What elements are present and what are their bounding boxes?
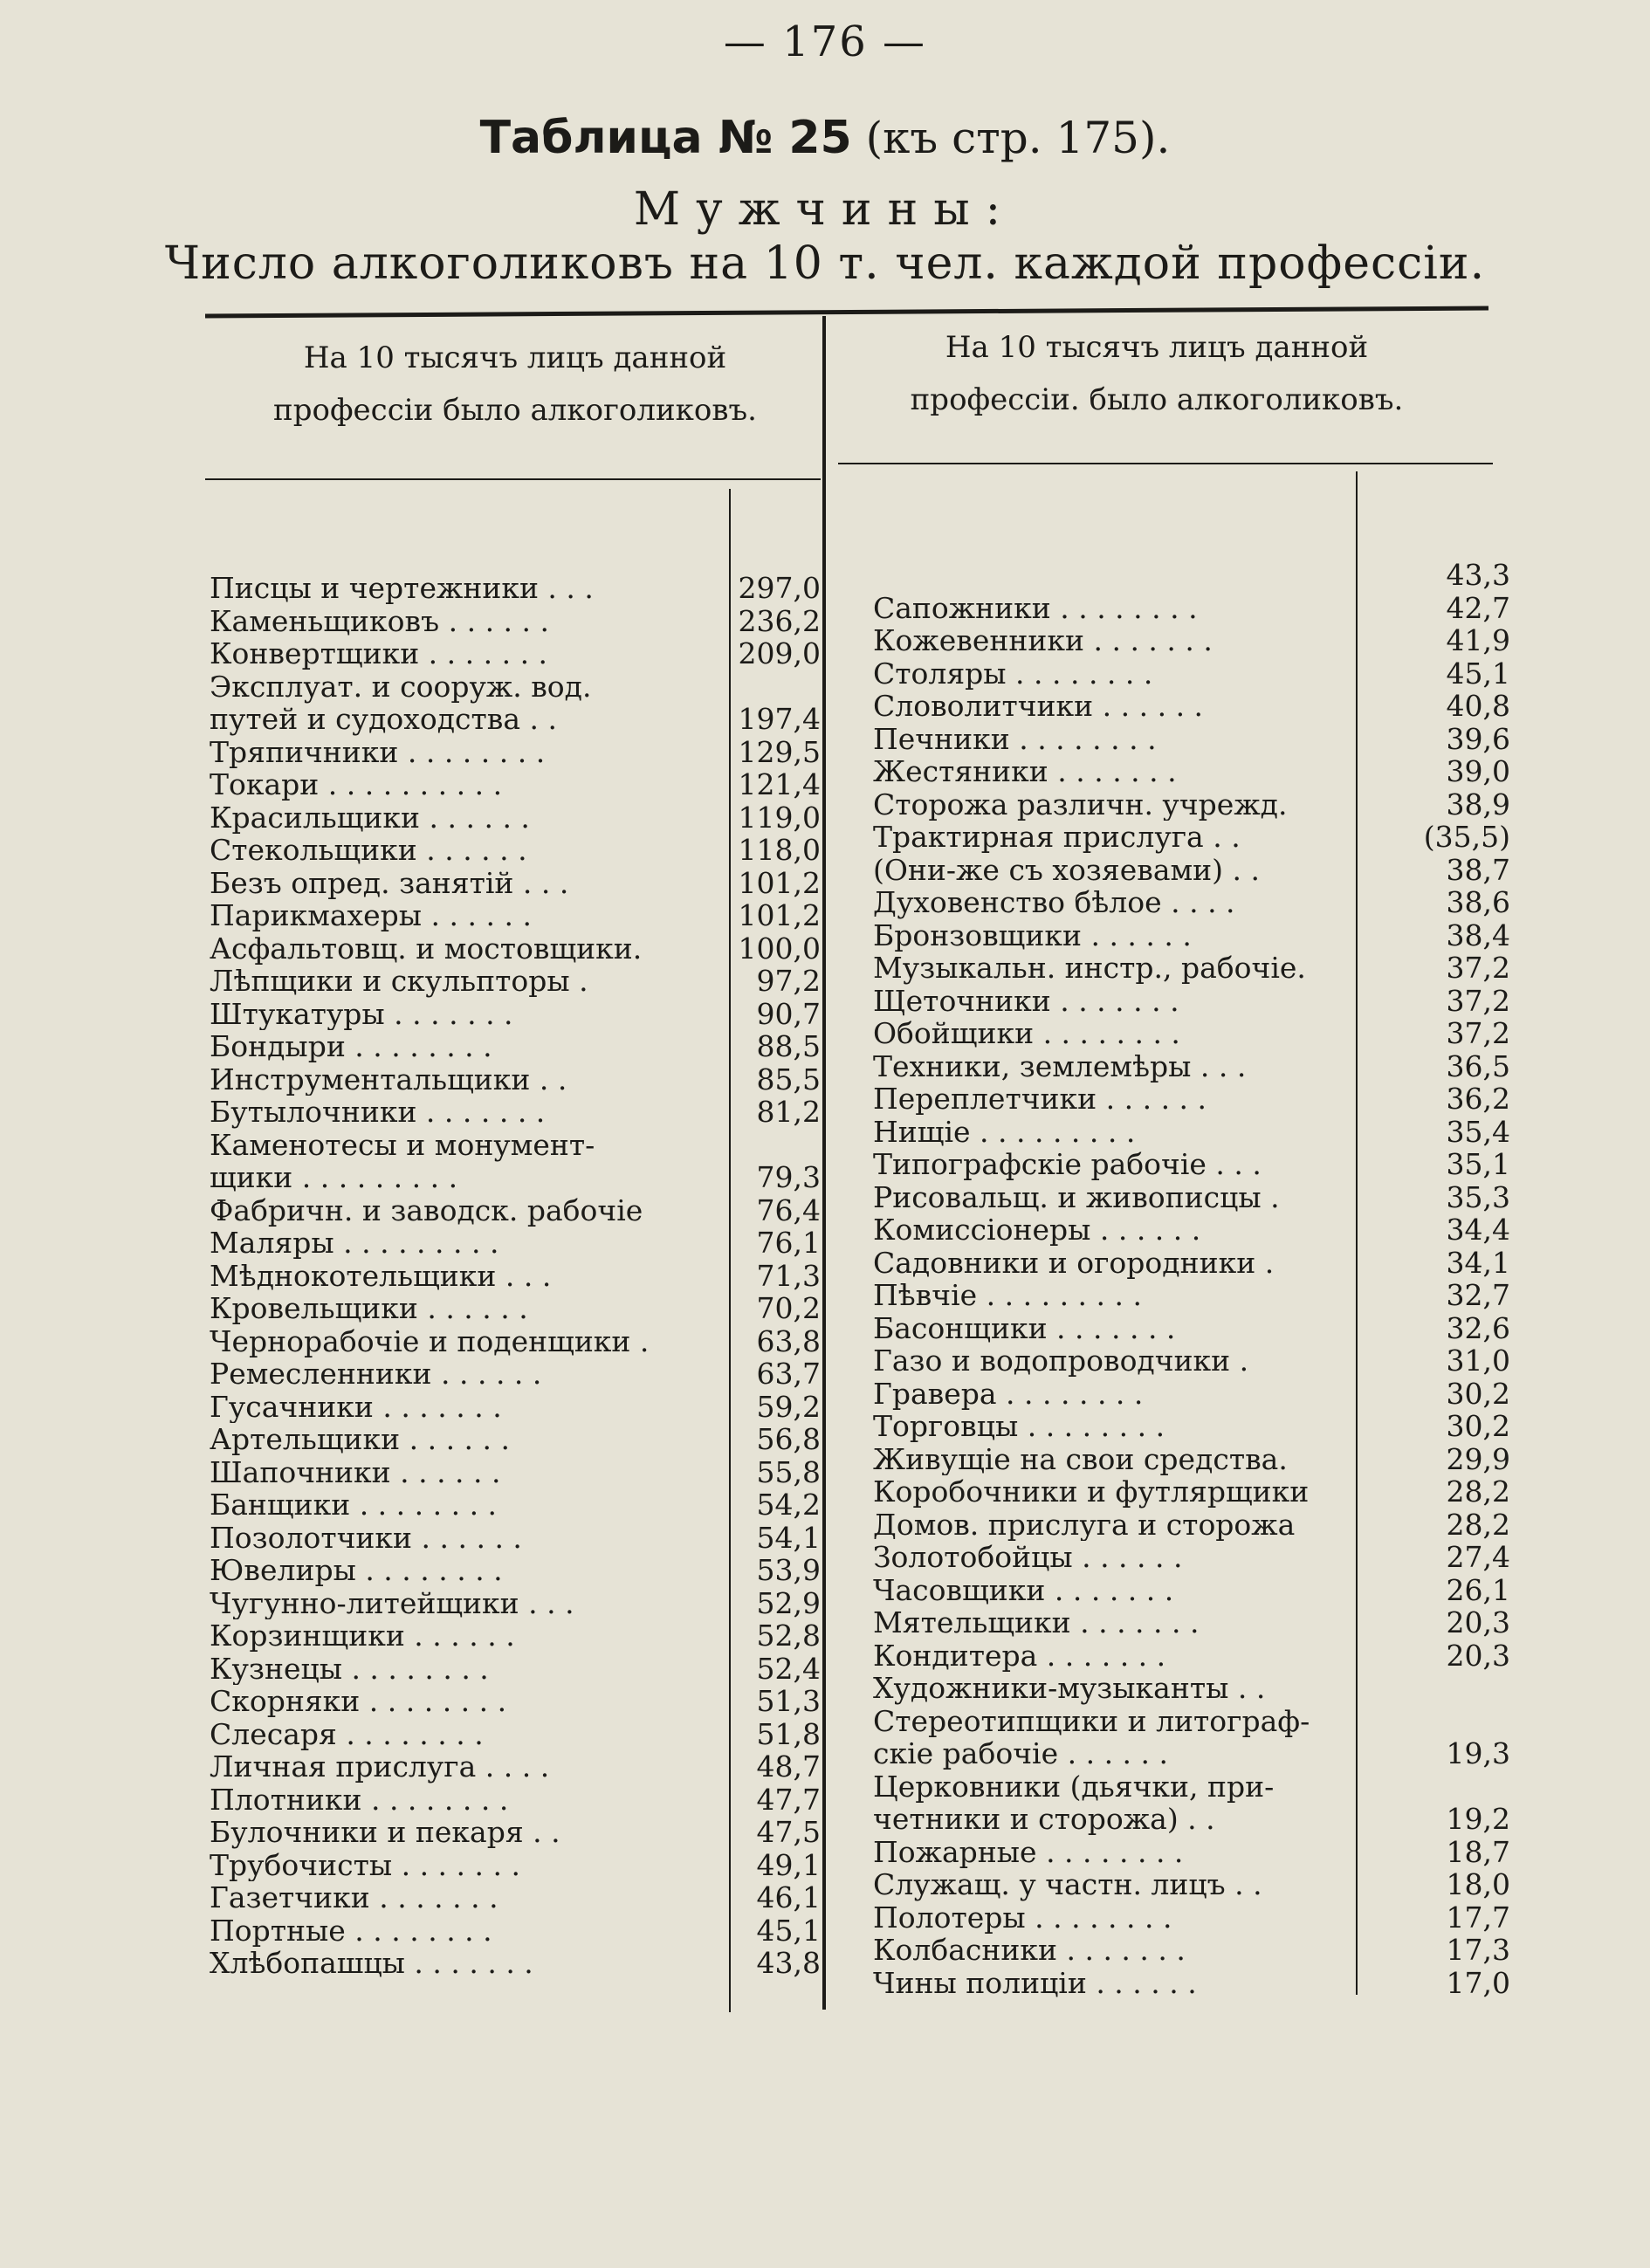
alcoholics-per-10000: 53,9	[756, 1553, 821, 1587]
table-row	[210, 1129, 821, 1194]
alcoholics-per-10000: 31,0	[1446, 1344, 1510, 1378]
alcoholics-per-10000: 17,7	[1446, 1900, 1510, 1935]
title-rule	[205, 306, 1488, 319]
alcoholics-per-10000: 52,4	[756, 1651, 821, 1686]
table-row	[210, 1391, 821, 1424]
alcoholics-per-10000: 76,1	[756, 1226, 821, 1260]
left-table-rows	[210, 572, 821, 1980]
alcoholics-per-10000: 40,8	[1446, 689, 1510, 723]
profession-name: Сторожа различн. учрежд.	[873, 787, 1288, 821]
profession-name: Каменотесы и монумент- щики . . . . . . . . .	[210, 1128, 595, 1194]
profession-name: Портные . . . . . . . .	[210, 1914, 492, 1947]
alcoholics-per-10000: 51,8	[756, 1716, 821, 1751]
profession-name: Позолотчики . . . . . .	[210, 1521, 522, 1554]
profession-name: Мятельщики . . . . . . .	[873, 1606, 1200, 1639]
alcoholics-per-10000: 100,0	[738, 931, 821, 966]
table-subtitle: Мужчины:	[633, 183, 1017, 236]
profession-name: Церковники (дьячки, при- четники и сторожа) . .	[873, 1770, 1275, 1836]
profession-name: Плотники . . . . . . . .	[210, 1783, 509, 1816]
alcoholics-per-10000: 45,1	[1446, 656, 1510, 691]
profession-name: Художники-музыканты . .	[873, 1672, 1266, 1705]
profession-name: Басонщики . . . . . . .	[873, 1311, 1176, 1344]
profession-name: Служащ. у частн. лицъ . .	[873, 1868, 1262, 1901]
table-row	[210, 1522, 821, 1555]
table-row	[210, 670, 821, 736]
alcoholics-per-10000: 30,2	[1446, 1409, 1510, 1443]
profession-name: Чернорабочіе и поденщики .	[210, 1324, 650, 1357]
alcoholics-per-10000: 36,5	[1446, 1048, 1510, 1083]
alcoholics-per-10000: 209,0	[738, 636, 821, 670]
table-row	[873, 919, 1519, 952]
profession-name: Токари . . . . . . . . . .	[210, 768, 503, 801]
right-column-header	[856, 321, 1458, 426]
alcoholics-per-10000: 101,2	[738, 898, 821, 932]
alcoholics-per-10000: 54,2	[756, 1488, 821, 1522]
profession-name: Чины полиціи . . . . . .	[873, 1966, 1197, 1999]
table-row	[210, 1718, 821, 1751]
table-row	[210, 1619, 821, 1653]
profession-name: Тряпичники . . . . . . . .	[210, 735, 546, 768]
alcoholics-per-10000: 97,2	[756, 964, 821, 998]
alcoholics-per-10000: 28,2	[1446, 1474, 1510, 1509]
profession-name: Трубочисты . . . . . . .	[210, 1848, 520, 1881]
table-row	[873, 821, 1519, 854]
profession-name: Полотеры . . . . . . . .	[873, 1900, 1172, 1934]
table-row	[873, 1279, 1519, 1312]
table-row	[873, 1082, 1519, 1116]
table-row	[210, 1227, 821, 1260]
table-row	[210, 932, 821, 966]
profession-name: Ремесленники . . . . . .	[210, 1357, 542, 1391]
table-row	[210, 1292, 821, 1325]
alcoholics-per-10000: 52,8	[756, 1619, 821, 1653]
alcoholics-per-10000: 81,2	[756, 1095, 821, 1129]
table-row	[873, 1672, 1519, 1705]
table-row	[873, 1312, 1519, 1345]
alcoholics-per-10000: 30,2	[1446, 1376, 1510, 1411]
table-row	[873, 952, 1519, 985]
right-column-header-text: На 10 тысячъ лицъ данной профессіи. было алкоголиковъ.	[910, 330, 1404, 417]
table-row	[210, 965, 821, 998]
profession-name: Фабричн. и заводск. рабочіе	[210, 1193, 643, 1227]
column-divider	[822, 316, 826, 2010]
table-row	[873, 1213, 1519, 1247]
alcoholics-per-10000: 38,4	[1446, 918, 1510, 952]
alcoholics-per-10000: 90,7	[756, 996, 821, 1031]
table-row	[873, 1770, 1519, 1836]
table-row	[873, 723, 1519, 756]
alcoholics-per-10000: 56,8	[756, 1422, 821, 1456]
alcoholics-per-10000: 37,2	[1446, 951, 1510, 985]
profession-name: Комиссіонеры . . . . . .	[873, 1213, 1201, 1247]
alcoholics-per-10000: 79,3	[756, 1160, 821, 1194]
table-row	[873, 1868, 1519, 1901]
profession-name: Лѣпщики и скульпторы .	[210, 965, 588, 998]
table-row	[873, 1934, 1519, 1967]
table-row	[210, 1063, 821, 1096]
table-row	[873, 1574, 1519, 1607]
alcoholics-per-10000: 39,6	[1446, 721, 1510, 756]
table-row	[210, 1685, 821, 1718]
alcoholics-per-10000: 43,3	[1446, 558, 1510, 592]
profession-name: Кожевенники . . . . . . .	[873, 624, 1213, 657]
alcoholics-per-10000: 37,2	[1446, 983, 1510, 1018]
alcoholics-per-10000: 63,7	[756, 1357, 821, 1391]
alcoholics-per-10000: 20,3	[1446, 1605, 1510, 1639]
table-row	[873, 1116, 1519, 1149]
profession-name: Музыкальн. инстр., рабочіе.	[873, 952, 1306, 985]
table-row	[210, 572, 821, 605]
alcoholics-per-10000: 27,4	[1446, 1540, 1510, 1574]
profession-name: Кузнецы . . . . . . . .	[210, 1652, 489, 1685]
alcoholics-per-10000: 19,3	[1446, 1736, 1510, 1770]
alcoholics-per-10000: 18,0	[1446, 1867, 1510, 1901]
alcoholics-per-10000: 59,2	[756, 1389, 821, 1424]
profession-name: Печники . . . . . . . .	[873, 722, 1157, 755]
profession-name: Бондыри . . . . . . . .	[210, 1030, 492, 1063]
alcoholics-per-10000: 37,2	[1446, 1016, 1510, 1050]
alcoholics-per-10000: 35,1	[1446, 1147, 1510, 1181]
table-row	[873, 1606, 1519, 1639]
alcoholics-per-10000: 236,2	[738, 603, 821, 638]
profession-name: Мѣднокотельщики . . .	[210, 1259, 552, 1292]
profession-name: Стереотипщики и литограф- скіе рабочіе . . . . . .	[873, 1704, 1310, 1770]
table-row	[210, 1587, 821, 1620]
alcoholics-per-10000: 38,9	[1446, 787, 1510, 821]
table-row	[873, 1836, 1519, 1869]
profession-name: Бронзовщики . . . . . .	[873, 918, 1192, 952]
table-title	[0, 112, 1650, 164]
alcoholics-per-10000: 17,0	[1446, 1965, 1510, 2000]
profession-name: Стекольщики . . . . . .	[210, 834, 527, 867]
profession-name: Писцы и чертежники . . .	[210, 572, 594, 605]
alcoholics-per-10000: 129,5	[738, 734, 821, 769]
table-row	[873, 624, 1519, 657]
table-row	[873, 1247, 1519, 1280]
table-row	[873, 985, 1519, 1018]
profession-name: Каменьщиковъ . . . . . .	[210, 604, 549, 637]
alcoholics-per-10000: 121,4	[738, 767, 821, 801]
profession-name: Безъ опред. занятій . . .	[210, 866, 569, 899]
profession-name: Скорняки . . . . . . . .	[210, 1685, 507, 1718]
alcoholics-per-10000: 71,3	[756, 1258, 821, 1293]
table-row	[210, 1783, 821, 1817]
alcoholics-per-10000: 28,2	[1446, 1507, 1510, 1542]
profession-name: Трактирная прислуга . .	[873, 821, 1241, 854]
alcoholics-per-10000: 49,1	[756, 1847, 821, 1882]
profession-name: Сапожники . . . . . . . .	[873, 591, 1198, 624]
table-row	[210, 1096, 821, 1129]
profession-name: Асфальтовщ. и мостовщики.	[210, 931, 643, 965]
alcoholics-per-10000: 34,4	[1446, 1213, 1510, 1247]
table-row	[873, 1901, 1519, 1935]
table-row	[210, 998, 821, 1031]
table-row	[210, 1947, 821, 1980]
alcoholics-per-10000: 51,3	[756, 1684, 821, 1718]
profession-name: Кровельщики . . . . . .	[210, 1292, 528, 1325]
profession-name: Корзинщики . . . . . .	[210, 1619, 515, 1653]
table-row	[210, 1030, 821, 1063]
profession-name: Гравера . . . . . . . .	[873, 1377, 1144, 1410]
profession-name: Штукатуры . . . . . . .	[210, 997, 513, 1030]
profession-name: Бутылочники . . . . . . .	[210, 1096, 546, 1129]
table-row	[873, 1475, 1519, 1509]
profession-name: Слесаря . . . . . . . .	[210, 1717, 484, 1750]
profession-name: Ювелиры . . . . . . . .	[210, 1554, 503, 1587]
alcoholics-per-10000: 38,6	[1446, 885, 1510, 919]
table-row	[873, 1443, 1519, 1476]
profession-name: Кондитера . . . . . . .	[873, 1639, 1166, 1672]
alcoholics-per-10000: 63,8	[756, 1323, 821, 1358]
left-header-rule	[205, 478, 821, 480]
table-row	[873, 559, 1519, 592]
profession-name: Красильщики . . . . . .	[210, 801, 530, 834]
table-row	[210, 1914, 821, 1948]
profession-name: Булочники и пекаря . .	[210, 1816, 560, 1849]
alcoholics-per-10000: 55,8	[756, 1454, 821, 1489]
table-row	[873, 1967, 1519, 2000]
alcoholics-per-10000: 32,6	[1446, 1310, 1510, 1345]
table-row	[210, 1357, 821, 1391]
profession-name: Духовенство бѣлое . . . .	[873, 886, 1235, 919]
profession-name: Столяры . . . . . . . .	[873, 656, 1153, 690]
table-row	[873, 788, 1519, 821]
alcoholics-per-10000: 26,1	[1446, 1572, 1510, 1607]
profession-name: Парикмахеры . . . . . .	[210, 899, 532, 932]
table-row	[873, 1509, 1519, 1542]
left-column-header-text: На 10 тысячъ лицъ данной профессіи было алкоголиковъ.	[273, 340, 757, 428]
table-row	[210, 1849, 821, 1882]
table-row	[873, 1410, 1519, 1443]
table-row	[210, 1881, 821, 1914]
table-row	[210, 867, 821, 900]
profession-name: Садовники и огородники .	[873, 1246, 1275, 1279]
profession-name: Инструментальщики . .	[210, 1062, 567, 1096]
profession-name: Гусачники . . . . . . .	[210, 1390, 502, 1423]
profession-name: Словолитчики . . . . . .	[873, 690, 1204, 723]
right-table-rows	[873, 559, 1519, 1999]
table-row	[873, 1705, 1519, 1770]
alcoholics-per-10000: 20,3	[1446, 1638, 1510, 1673]
table-row	[873, 592, 1519, 625]
profession-name: Живущіе на свои средства.	[873, 1442, 1288, 1475]
profession-name: Обойщики . . . . . . . .	[873, 1017, 1180, 1050]
table-row	[873, 1148, 1519, 1181]
table-row	[873, 1541, 1519, 1574]
table-title-reference: (къ стр. 175).	[865, 113, 1171, 163]
profession-name: Банщики . . . . . . . .	[210, 1488, 498, 1522]
table-row	[210, 1653, 821, 1686]
table-caption: Число алкоголиковъ на 10 т. чел. каждой профессіи.	[164, 237, 1486, 290]
alcoholics-per-10000: 36,2	[1446, 1082, 1510, 1116]
table-row	[210, 899, 821, 932]
profession-name: Золотобойцы . . . . . .	[873, 1541, 1183, 1574]
table-row	[210, 1194, 821, 1227]
profession-name: Маляры . . . . . . . . .	[210, 1227, 499, 1260]
alcoholics-per-10000: 76,4	[756, 1192, 821, 1227]
table-row	[210, 1554, 821, 1587]
alcoholics-per-10000: 47,7	[756, 1782, 821, 1817]
alcoholics-per-10000: 101,2	[738, 865, 821, 900]
alcoholics-per-10000: 29,9	[1446, 1441, 1510, 1476]
profession-name: Эксплуат. и сооруж. вод. путей и судоходства . .	[210, 670, 592, 736]
profession-name: Пѣвчіе . . . . . . . . .	[873, 1279, 1142, 1312]
table-row	[210, 1750, 821, 1783]
alcoholics-per-10000: 42,7	[1446, 590, 1510, 625]
table-row	[873, 1639, 1519, 1673]
profession-name: Колбасники . . . . . . .	[873, 1934, 1186, 1967]
profession-name: Пожарные . . . . . . . .	[873, 1835, 1184, 1868]
alcoholics-per-10000: 118,0	[738, 833, 821, 867]
table-row	[873, 657, 1519, 691]
page-number: — 176 —	[723, 17, 927, 66]
alcoholics-per-10000: 54,1	[756, 1520, 821, 1555]
alcoholics-per-10000: 32,7	[1446, 1278, 1510, 1312]
profession-name: Типографскіе рабочіе . . .	[873, 1148, 1262, 1181]
profession-name: Чугунно-литейщики . . .	[210, 1586, 574, 1619]
table-row	[873, 1378, 1519, 1411]
alcoholics-per-10000: 85,5	[756, 1062, 821, 1096]
profession-name: Конвертщики . . . . . . .	[210, 637, 548, 670]
table-row	[210, 605, 821, 638]
alcoholics-per-10000: 46,1	[756, 1880, 821, 1914]
alcoholics-per-10000: 52,9	[756, 1585, 821, 1620]
profession-name: Личная прислуга . . . .	[210, 1750, 550, 1783]
table-row	[210, 768, 821, 801]
table-title-number: Таблица № 25	[479, 112, 852, 164]
alcoholics-per-10000: 43,8	[756, 1946, 821, 1980]
profession-name: Рисовальщ. и живописцы .	[873, 1180, 1280, 1213]
table-row	[873, 1050, 1519, 1083]
alcoholics-per-10000: 45,1	[756, 1913, 821, 1948]
alcoholics-per-10000: 38,7	[1446, 852, 1510, 887]
profession-name: Нищіе . . . . . . . . .	[873, 1115, 1136, 1148]
alcoholics-per-10000: 19,2	[1446, 1802, 1510, 1836]
table-row	[873, 854, 1519, 887]
profession-name: (Они-же съ хозяевами) . .	[873, 853, 1260, 886]
table-row	[210, 1423, 821, 1456]
table-row	[873, 690, 1519, 723]
table-row	[210, 637, 821, 670]
table-row	[873, 1181, 1519, 1214]
right-header-rule	[838, 463, 1493, 464]
alcoholics-per-10000: 35,3	[1446, 1179, 1510, 1214]
profession-name: Артельщики . . . . . .	[210, 1423, 511, 1456]
alcoholics-per-10000: 41,9	[1446, 623, 1510, 657]
alcoholics-per-10000: 47,5	[756, 1815, 821, 1849]
profession-name: Щеточники . . . . . . .	[873, 984, 1179, 1017]
table-row	[873, 886, 1519, 919]
table-row	[210, 1816, 821, 1849]
profession-name: Домов. прислуга и сторожа	[873, 1508, 1296, 1541]
profession-name: Торговцы . . . . . . . .	[873, 1410, 1165, 1443]
alcoholics-per-10000: 297,0	[738, 571, 821, 605]
profession-name: Шапочники . . . . . .	[210, 1455, 501, 1488]
alcoholics-per-10000: 17,3	[1446, 1933, 1510, 1967]
table-row	[210, 1260, 821, 1293]
left-column-header	[236, 332, 794, 436]
profession-name: Коробочники и футлярщики	[873, 1475, 1310, 1509]
alcoholics-per-10000: 119,0	[738, 800, 821, 835]
alcoholics-per-10000: 88,5	[756, 1029, 821, 1063]
alcoholics-per-10000: 35,4	[1446, 1114, 1510, 1149]
alcoholics-per-10000: 34,1	[1446, 1245, 1510, 1280]
table-row	[210, 834, 821, 867]
table-row	[210, 736, 821, 769]
profession-name: Газетчики . . . . . . .	[210, 1881, 498, 1914]
table-row	[210, 1488, 821, 1522]
table-row	[210, 1325, 821, 1358]
profession-name: Переплетчики . . . . . .	[873, 1082, 1207, 1116]
alcoholics-per-10000: 197,4	[738, 702, 821, 736]
profession-name: Часовщики . . . . . . .	[873, 1573, 1174, 1606]
table-row	[873, 755, 1519, 788]
alcoholics-per-10000: 39,0	[1446, 754, 1510, 788]
profession-name: Хлѣбопашцы . . . . . . .	[210, 1947, 533, 1980]
table-row	[210, 801, 821, 835]
alcoholics-per-10000: (35,5)	[1423, 820, 1510, 854]
profession-name: Техники, землемѣры . . .	[873, 1049, 1247, 1082]
alcoholics-per-10000: 48,7	[756, 1749, 821, 1783]
alcoholics-per-10000: 70,2	[756, 1291, 821, 1325]
profession-name: Жестяники . . . . . . .	[873, 755, 1177, 788]
table-row	[873, 1344, 1519, 1378]
table-row	[873, 1017, 1519, 1050]
table-row	[210, 1456, 821, 1489]
profession-name: Газо и водопроводчики .	[873, 1344, 1249, 1378]
alcoholics-per-10000: 18,7	[1446, 1834, 1510, 1869]
